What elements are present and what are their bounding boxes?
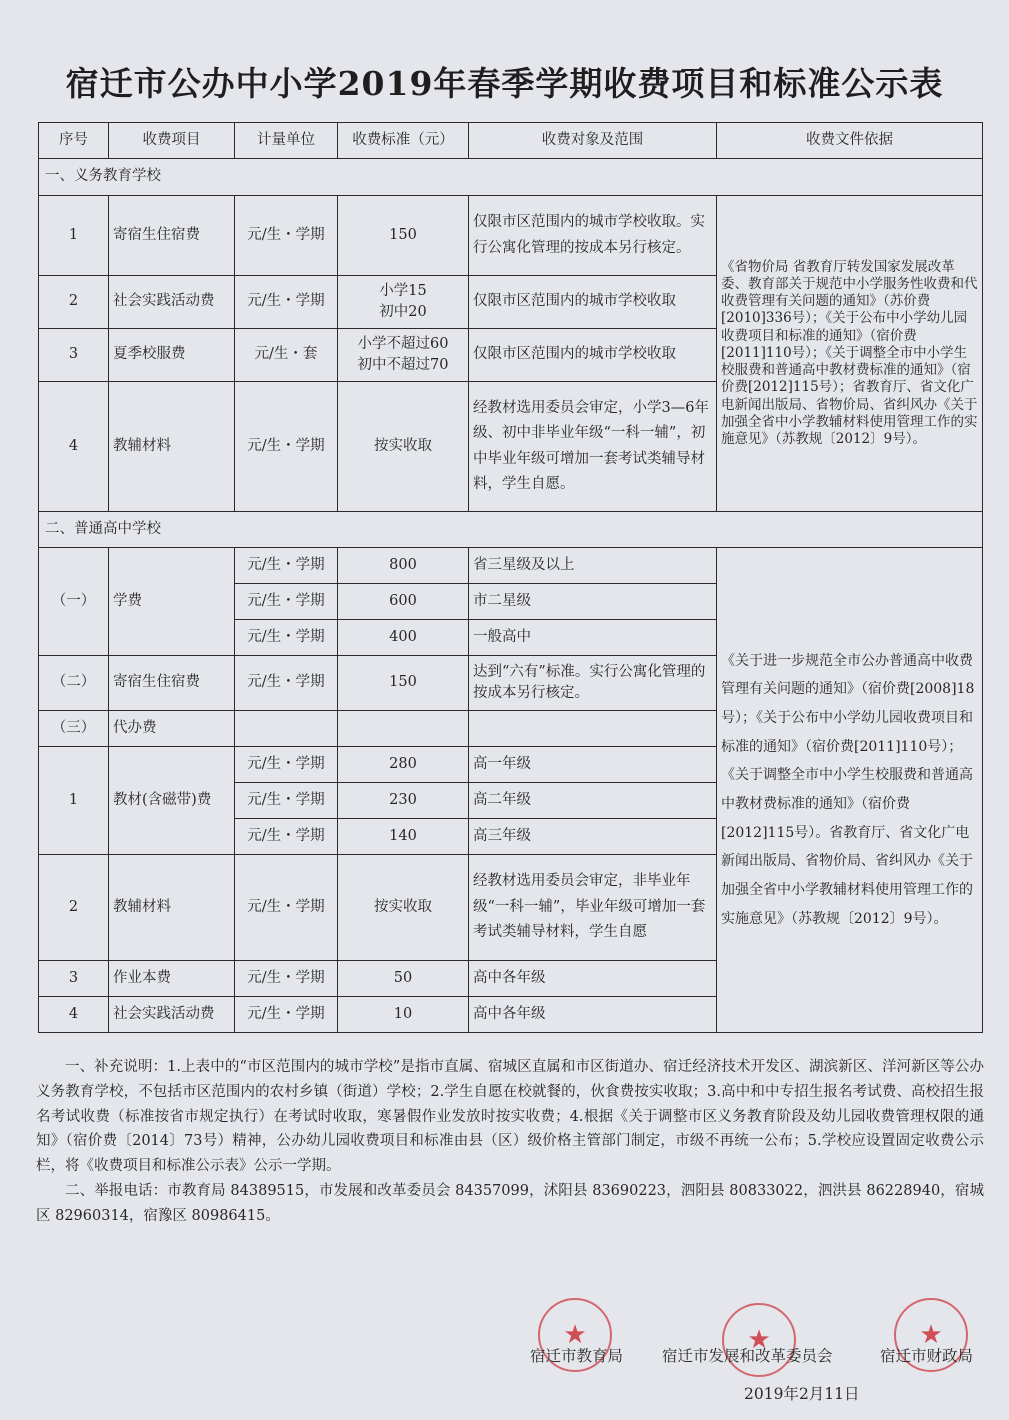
row-item: 社会实践活动费 [109,276,235,329]
table-row [39,196,983,276]
row-no: 4 [39,382,109,512]
row-scope: 高中各年级 [469,961,717,997]
row-standard: 400 [338,620,469,656]
row-item: 代办费 [109,711,235,747]
row-unit: 元/生・学期 [235,196,338,276]
row-unit: 元/生・学期 [235,276,338,329]
row-no: 3 [39,961,109,997]
star-icon: ★ [919,1320,943,1350]
section-high-school: 二、普通高中学校 [39,512,983,548]
row-scope [469,711,717,747]
standard-junior: 初中20 [379,304,427,320]
row-standard [338,276,469,329]
header-unit: 计量单位 [235,123,338,159]
issue-date: 2019年2月11日 [744,1385,860,1403]
signature-development-commission: 宿迁市发展和改革委员会 [662,1347,833,1365]
row-no: （一） [39,548,109,656]
row-unit: 元/生・学期 [235,783,338,819]
row-standard [338,711,469,747]
hotline-notes: 二、举报电话：市教育局 84389515，市发展和改革委员会 84357099，沭阳县 83690223，泗阳县 80833022，泗洪县 86228940，宿城区 82960314，宿豫区 80986415。 [36,1182,984,1224]
row-item: 教辅材料 [109,382,235,512]
row-scope: 仅限市区范围内的城市学校收取。实行公寓化管理的按成本另行核定。 [469,196,717,276]
row-item: 社会实践活动费 [109,997,235,1033]
header-no: 序号 [39,123,109,159]
star-icon: ★ [563,1320,587,1350]
row-scope: 达到“六有”标准。实行公寓化管理的按成本另行核定。 [469,656,717,711]
row-unit: 元/生・套 [235,329,338,382]
fee-table [38,122,983,1033]
row-unit: 元/生・学期 [235,382,338,512]
row-item: 作业本费 [109,961,235,997]
page-title: 宿迁市公办中小学2019年春季学期收费项目和标准公示表 [65,64,944,103]
header-scope: 收费对象及范围 [469,123,717,159]
row-standard [338,329,469,382]
row-scope: 高二年级 [469,783,717,819]
high-school-basis: 《关于进一步规范全市公办普通高中收费管理有关问题的通知》（宿价费[2008]18号）；《关于公布中小学幼儿园收费项目和标准的通知》（宿价费[2011]110号）；《关于调整全市中小学生校服费和普通高中教材费标准的通知》（宿价费[2012]115号）。省教育厅、省文化广电新闻出版局、省物价局、省纠风办《关于加强全省中小学教辅材料使用管理工作的实施意见》（苏教规〔2012〕9号）。 [717,548,983,1033]
row-standard: 150 [338,656,469,711]
header-row [39,123,983,159]
row-scope: 经教材选用委员会审定，非毕业年级“一科一辅”，毕业年级可增加一套考试类辅导材料，学生自愿 [469,855,717,961]
row-standard: 230 [338,783,469,819]
notes [36,1055,984,1229]
row-unit: 元/生・学期 [235,961,338,997]
row-standard: 280 [338,747,469,783]
row-scope: 经教材选用委员会审定，小学3—6年级、初中非毕业年级“一科一辅”，初中毕业年级可增加一套考试类辅导材料，学生自愿。 [469,382,717,512]
row-standard: 10 [338,997,469,1033]
row-no: 2 [39,855,109,961]
header-item: 收费项目 [109,123,235,159]
standard-primary: 小学不超过60 [357,335,449,352]
row-scope: 高一年级 [469,747,717,783]
row-standard: 800 [338,548,469,584]
row-item: 教材(含磁带)费 [109,747,235,855]
row-standard: 140 [338,819,469,855]
row-scope: 仅限市区范围内的城市学校收取 [469,276,717,329]
signature-finance-bureau: 宿迁市财政局 [880,1347,974,1365]
row-standard: 按实收取 [338,382,469,512]
row-no: 2 [39,276,109,329]
row-unit: 元/生・学期 [235,747,338,783]
row-no: （三） [39,711,109,747]
row-no: 3 [39,329,109,382]
row-scope: 高三年级 [469,819,717,855]
row-standard: 按实收取 [338,855,469,961]
row-no: （二） [39,656,109,711]
row-unit: 元/生・学期 [235,656,338,711]
row-scope: 市二星级 [469,584,717,620]
row-unit: 元/生・学期 [235,584,338,620]
header-basis: 收费文件依据 [717,123,983,159]
row-item: 夏季校服费 [109,329,235,382]
standard-junior: 初中不超过70 [357,357,449,373]
row-unit: 元/生・学期 [235,819,338,855]
star-icon: ★ [747,1325,771,1355]
header-standard: 收费标准（元） [338,123,469,159]
row-scope: 省三星级及以上 [469,548,717,584]
row-item: 教辅材料 [109,855,235,961]
row-unit: 元/生・学期 [235,548,338,584]
row-unit: 元/生・学期 [235,855,338,961]
row-no: 1 [39,747,109,855]
row-no: 4 [39,997,109,1033]
row-standard: 150 [338,196,469,276]
row-item: 寄宿生住宿费 [109,196,235,276]
standard-primary: 小学15 [379,282,427,299]
row-scope: 高中各年级 [469,997,717,1033]
supplement-notes: 一、补充说明：1.上表中的“市区范围内的城市学校”是指市直属、宿城区直属和市区街道办、宿迁经济技术开发区、湖滨新区、洋河新区等公办义务教育学校，不包括市区范围内的农村乡镇（街道）学校；2.学生自愿在校就餐的，伙食费按实收取；3.高中和中专招生报名考试费、高校招生报名考试收费（标准按省市规定执行）在考试时收取，寒暑假作业发放时按实收费；4.根据《关于调整市区义务教育阶段及幼儿园收费管理权限的通知》（宿价费〔2014〕73号）精神，公办幼儿园收费项目和标准由县（区）级价格主管部门制定，市级不再统一公布；5.学校应设置固定收费公示栏，将《收费项目和标准公示表》公示一学期。 [36,1059,984,1175]
table-row [39,548,983,584]
row-unit [235,711,338,747]
compulsory-basis: 《省物价局 省教育厅转发国家发展改革委、教育部关于规范中小学服务性收费和代收费管理有关问题的通知》（苏价费[2010]336号）；《关于公布中小学幼儿园收费项目和标准的通知》（宿价费[2011]110号）；《关于调整全市中小学生校服费和普通高中教材费标准的通知》（宿价费[2012]115号）；省教育厅、省文化广电新闻出版局、省物价局、省纠风办《关于加强全省中小学教辅材料使用管理工作的实施意见》（苏教规〔2012〕9号）。 [717,196,983,512]
row-standard: 600 [338,584,469,620]
row-item: 学费 [109,548,235,656]
row-scope: 一般高中 [469,620,717,656]
row-scope: 仅限市区范围内的城市学校收取 [469,329,717,382]
signature-education-bureau: 宿迁市教育局 [530,1347,624,1365]
row-unit: 元/生・学期 [235,620,338,656]
row-unit: 元/生・学期 [235,997,338,1033]
section-compulsory: 一、义务教育学校 [39,159,983,196]
row-item: 寄宿生住宿费 [109,656,235,711]
row-no: 1 [39,196,109,276]
row-standard: 50 [338,961,469,997]
